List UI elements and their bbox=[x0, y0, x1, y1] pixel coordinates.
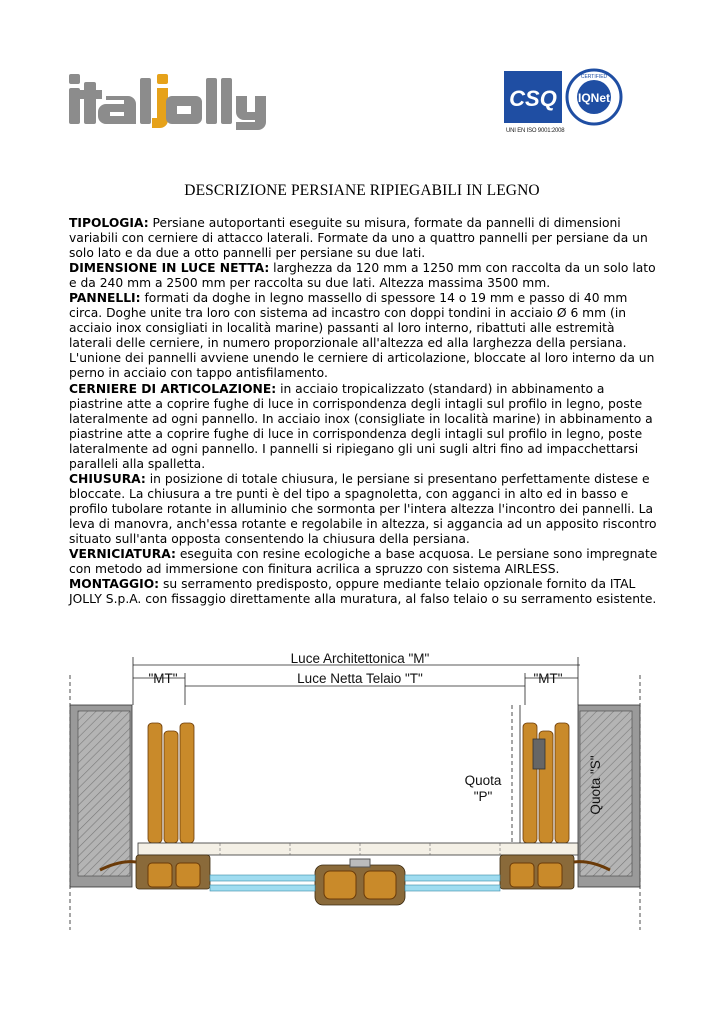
section-verniciatura bbox=[69, 547, 659, 577]
section-text: su serramento predisposto, oppure mediante telaio opzionale fornito da ITAL JOLLY S.p.A. con fissaggio direttamente alla muratura, al falso telaio o su serramento esistente. bbox=[69, 577, 657, 607]
window-frame-left bbox=[136, 855, 210, 889]
section-text: formati da doghe in legno massello di spessore 14 o 19 mm e passo di 40 mm circa. Doghe unite tra loro con sistema ad incastro con doppi tondini in acciaio Ø 6 mm (in acciaio inox consigliati in località marine) passanti al loro interno, ribattuti alle estremità laterali delle cerniere, in numero proporzionale all'altezza ed alla larghezza della persiana. L'unione dei pannelli avviene unendo le cerniere di articolazione, bloccate al loro interno da un perno in acciaio con tappo antisfilamento. bbox=[69, 291, 655, 381]
section-heading: DIMENSIONE IN LUCE NETTA: bbox=[69, 261, 270, 276]
label-luce-architettonica: Luce Architettonica "M" bbox=[290, 651, 430, 666]
svg-text:CSQ: CSQ bbox=[509, 86, 557, 111]
section-heading: CERNIERE DI ARTICOLAZIONE: bbox=[69, 381, 277, 396]
section-text: in posizione di totale chiusura, le persiane si presentano perfettamente distese e bloccate. La chiusura a tre punti è del tipo a spagnoletta, con agganci in alto ed in basso e profilo tubolare rotante in alluminio che sormonta per l'intera altezza l'incontro dei pannelli. La leva di manovra, anch'essa rotante e regolabile in altezza, si aggancia ad un apposito riscontro situato sull'anta opposta consentendo la chiusura della persiana. bbox=[69, 471, 657, 546]
description-body bbox=[69, 216, 659, 607]
folded-panels-right bbox=[523, 723, 569, 843]
window-frame-right bbox=[500, 855, 574, 889]
label-luce-netta: Luce Netta Telaio "T" bbox=[297, 671, 423, 686]
section-montaggio bbox=[69, 577, 659, 607]
folded-panels-left bbox=[148, 723, 194, 859]
cert-caption: UNI EN ISO 9001:2008 bbox=[506, 128, 565, 134]
window-frame-center bbox=[315, 859, 405, 905]
section-text: in acciaio tropicalizzato (standard) in abbinamento a piastrine atte a coprire fughe di luce in corrispondenza degli intagli sul profilo in legno, poste lateralmente ad ogni pannello. In acciaio inox (consigliate in località marine) in abbinamento a piastrine atte a coprire fughe di luce in corrispondenza degli intagli sul profilo in legno, poste lateralmente ad ogni pannello. I pannelli si ripiegano gli uni sugli altri fino ad impacchettarsi paralleli alla spalletta. bbox=[69, 381, 653, 471]
section-heading: CHIUSURA: bbox=[69, 471, 146, 486]
section-heading: VERNICIATURA: bbox=[69, 547, 176, 562]
section-pannelli bbox=[69, 291, 659, 381]
closed-panel-strip bbox=[138, 843, 578, 855]
section-text: Persiane autoportanti eseguite su misura, formate da pannelli di dimensioni variabili con cerniere di attacco laterali. Formate da uno a quattro pannelli per persiane da un solo lato e da due a otto pannelli per persiane su due lati. bbox=[69, 216, 648, 261]
section-text: larghezza da 120 mm a 1250 mm con raccolta da un solo lato e da 240 mm a 2500 mm per raccolta su due lati. Altezza massima 3500 mm. bbox=[69, 261, 656, 291]
page-title: DESCRIZIONE PERSIANE RIPIEGABILI IN LEGNO bbox=[184, 182, 540, 199]
section-dimensione bbox=[69, 261, 659, 291]
section-cerniere bbox=[69, 382, 659, 472]
wall-left bbox=[70, 705, 132, 887]
svg-text:IQNet: IQNet bbox=[577, 91, 611, 105]
label-quota-p-line2: "P" bbox=[473, 789, 493, 804]
label-mt-left: "MT" bbox=[148, 671, 178, 686]
label-quota-s: Quota "S" bbox=[588, 755, 603, 815]
svg-text:CERTIFIED: CERTIFIED bbox=[580, 74, 608, 80]
section-heading: PANNELLI: bbox=[69, 291, 141, 306]
section-text: eseguita con resine ecologiche a base acquosa. Le persiane sono impregnate con metodo ad immersione con finitura acrilica a spruzzo con sistema AIRLESS. bbox=[69, 547, 658, 577]
label-mt-right: "MT" bbox=[533, 671, 563, 686]
section-heading: TIPOLOGIA: bbox=[69, 216, 149, 230]
italjolly-logo bbox=[66, 70, 266, 130]
label-quota-p-line1: Quota bbox=[464, 773, 502, 788]
section-tipologia bbox=[69, 216, 659, 261]
section-heading: MONTAGGIO: bbox=[69, 577, 160, 592]
section-chiusura bbox=[69, 472, 659, 547]
technical-section-drawing bbox=[60, 645, 660, 935]
